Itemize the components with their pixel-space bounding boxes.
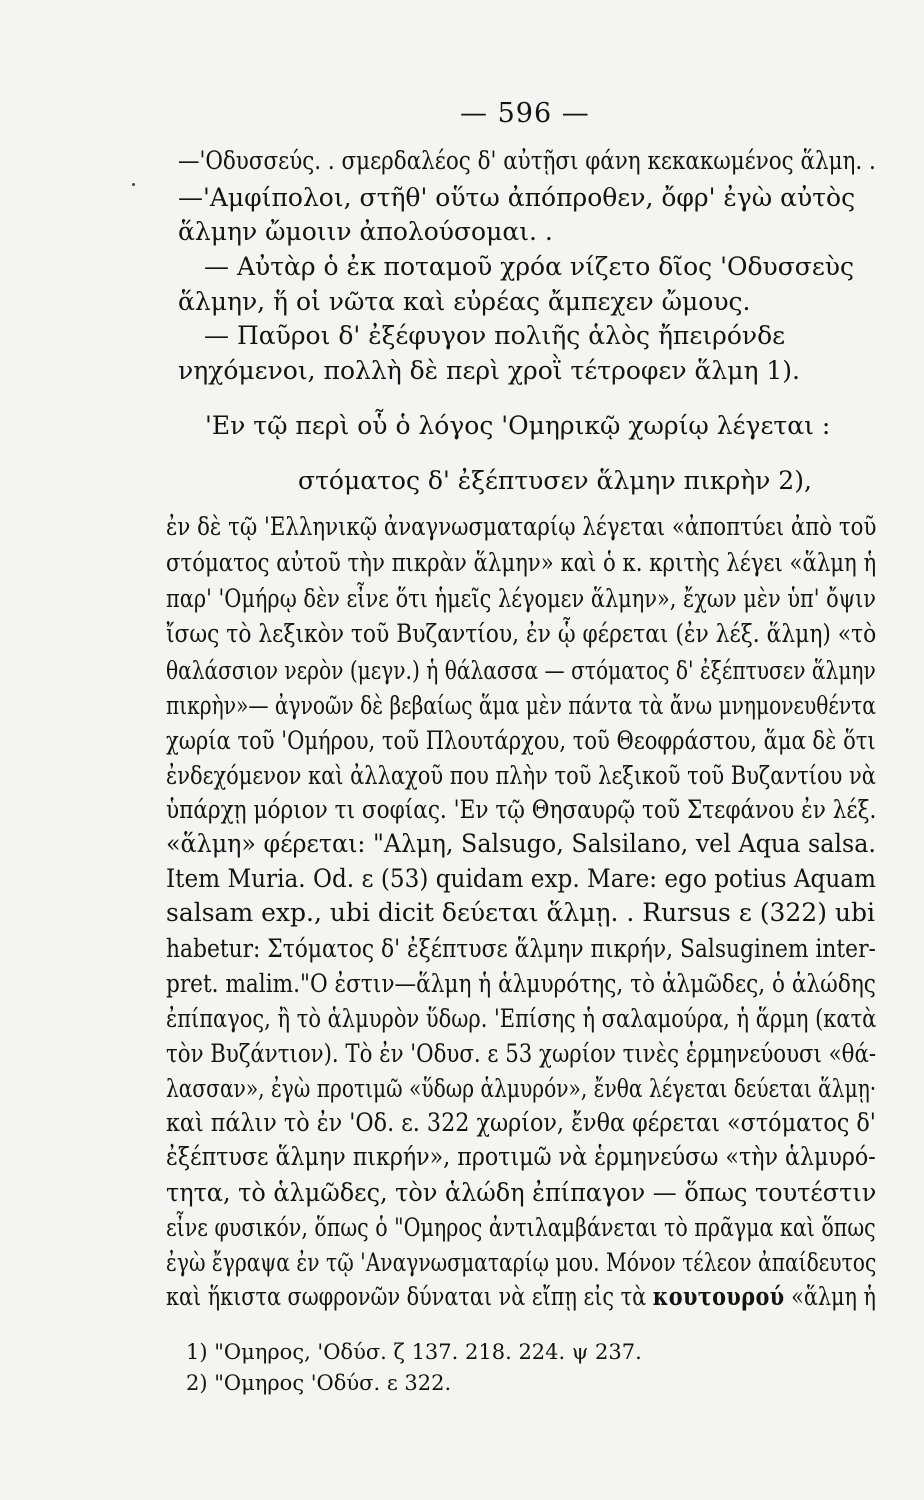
body-line: habetur: Στόματος δ' ἐξέπτυσε ἅλμην πικρήν, Salsuginem inter- [166,934,876,963]
body-line: ἐν δὲ τῷ 'Ελληνικῷ ἀναγνωσματαρίῳ λέγεται «ἀποπτύει ἀπὸ τοῦ [166,512,877,541]
body-line: ἐνδεχόμενον καὶ ἀλλαχοῦ που πλὴν τοῦ λεξικοῦ τοῦ Βυζαντίου νὰ [166,761,876,790]
body-line: τὸν Βυζάντιον). Τὸ ἐν 'Οδυσ. ε 53 χωρίον τινὲς ἑρμηνεύουσι «θά- [166,1039,877,1068]
body-line: πικρὴν»— ἀγνοῶν δὲ βεβαίως ἅμα μὲν πάντα τὰ ἄνω μνημονευθέντα [166,691,876,720]
poem-line: νηχόμενοι, πολλὴ δὲ περὶ χροῒ τέτροφεν ἅλμη 1). [178,356,800,385]
body-line [166,1282,876,1312]
last-line-start: καὶ ἥκιστα σωφρονῶν δύναται νὰ εἴπῃ εἰς τὰ [166,1282,647,1311]
body-line: καὶ πάλιν τὸ ἐν 'Οδ. ε. 322 χωρίον, ἔνθα φέρεται «στόματος δ' [166,1108,876,1137]
body-line: Item Muria. Od. ε (53) quidam exp. Mare: ego potius Aquam [166,864,876,893]
body-line: pret. malim."Ο ἐστιν—ἅλμη ἡ ἁλμυρότης, τὸ ἁλμῶδες, ὁ ἁλώδης [166,969,876,998]
poem-line: — Αὐτὰρ ὁ ἐκ ποταμοῦ χρόα νίζετο δῖος 'Οδυσσεὺς [204,252,854,281]
body-line: ἐξέπτυσε ἅλμην πικρήν», προτιμῶ νὰ ἑρμηνεύσω «τὴν ἁλμυρό- [166,1142,876,1171]
last-line-end: «ἅλμη ἡ [791,1282,877,1311]
body-line: τητα, τὸ ἁλμῶδες, τὸν ἁλώδη ἐπίπαγον — ὅπως τουτέστιν [166,1178,877,1207]
body-line: «ἅλμη» φέρεται: "Αλμη, Salsugo, Salsilano, vel Aqua salsa. [166,829,876,858]
last-line-bold-word: κουτουρού [652,1282,785,1311]
intro-line: 'Εν τῷ περὶ οὗ ὁ λόγος 'Ομηρικῷ χωρίῳ λέγεται : [205,411,831,440]
stray-mark [132,183,135,186]
body-line: θαλάσσιον νερὸν (μεγν.) ἡ θάλασσα — στόματος δ' ἐξέπτυσεν ἅλμην [166,656,876,685]
body-line: παρ' 'Ομήρῳ δὲν εἶνε ὅτι ἡμεῖς λέγομεν ἅλμην», ἔχων μὲν ὑπ' ὄψιν [166,584,876,613]
body-line: στόματος αὐτοῦ τὴν πικρὰν ἅλμην» καὶ ὁ κ. κριτὴς λέγει «ἅλμη ἡ [166,548,877,577]
poem-line: ἅλμην, ἥ οἱ νῶτα καὶ εὐρέας ἄμπεχεν ὤμους. [178,287,751,316]
poem-line: — Παῦροι δ' ἐξέφυγον πολιῆς ἁλὸς ἤπειρόνδε [204,321,786,350]
body-line: εἶνε φυσικόν, ὅπως ὁ "Ομηρος ἀντιλαμβάνεται τὸ πρᾶγμα καὶ ὅπως [166,1213,876,1242]
poem-line: —'Οδυσσεύς. . σμερδαλέος δ' αὐτῇσι φάνη κεκακωμένος ἅλμη. . [178,146,876,175]
body-line: λασσαν», ἐγὼ προτιμῶ «ὕδωρ ἁλμυρόν», ἔνθα λέγεται δεύεται ἅλμῃ· [166,1074,877,1103]
body-line: ἴσως τὸ λεξικὸν τοῦ Βυζαντίου, ἐν ᾧ φέρεται (ἐν λέξ. ἅλμη) «τὸ [166,619,877,648]
body-line: salsam exp., ubi dicit δεύεται ἅλμῃ. . Rursus ε (322) ubi [166,898,875,927]
footnote: 1) "Ομηρος, 'Οδύσ. ζ 137. 218. 224. ψ 237. [186,1340,642,1364]
poem-line: —'Αμφίπολοι, στῆθ' οὕτω ἀπόπροθεν, ὄφρ' ἐγὼ αὐτὸς [178,183,856,212]
poem-line: ἅλμην ὤμοιιν ἀπολούσομαι. . [178,217,553,246]
body-line: ἐπίπαγος, ἢ τὸ ἁλμυρὸν ὕδωρ. 'Επίσης ἡ σαλαμούρα, ἡ ἅρμη (κατὰ [166,1004,877,1033]
footnote: 2) "Ομηρος 'Οδύσ. ε 322. [186,1371,452,1395]
body-line: ὑπάρχῃ μόριον τι σοφίας. 'Εν τῷ Θησαυρῷ τοῦ Στεφάνου ἐν λέξ. [166,795,877,824]
page-number: — 596 — [460,98,590,129]
quote-line: στόματος δ' ἐξέπτυσεν ἅλμην πικρὴν 2), [298,466,812,495]
body-line: χωρία τοῦ 'Ομήρου, τοῦ Πλουτάρχου, τοῦ Θεοφράστου, ἅμα δὲ ὅτι [166,726,876,755]
body-line: ἐγὼ ἔγραψα ἐν τῷ 'Αναγνωσματαρίῳ μου. Μόνον τέλεον ἀπαίδευτος [166,1248,877,1277]
